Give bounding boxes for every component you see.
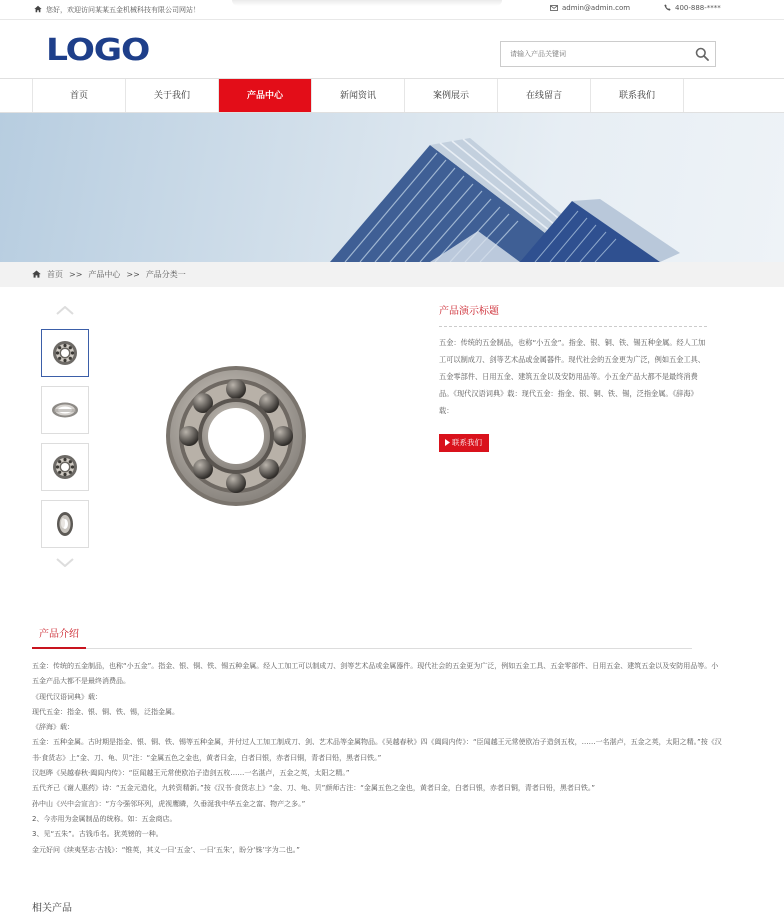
thumb-scroll-down[interactable] <box>41 552 89 572</box>
breadcrumb-sep: >> <box>69 270 83 279</box>
product-info <box>439 302 707 452</box>
thumbnail-3[interactable] <box>41 443 89 491</box>
email-contact[interactable] <box>550 4 630 12</box>
site-logo[interactable]: LOGO <box>46 33 150 68</box>
chevron-up-icon <box>56 306 74 315</box>
intro-paragraph: 汉赵晔《吴越春秋·阖闾内传》：“臣闻越王元常使欧冶子造剑五枚……一名湛卢，五金之英，太阳之精。” <box>32 769 350 778</box>
intro-paragraph: 五金：传统的五金制品，也称“小五金”。指金、银、铜、铁、锡五种金属。经人工加工可以制成刀、剑等艺术品或金属器件。现代社会的五金更为广泛，例如五金工具、五金零部件、日用五金、建筑五金以及安防用品等。小五金产品大都不是最终消费品。 <box>32 662 719 686</box>
product-title: 产品演示标题 <box>439 302 707 327</box>
nav-item-products[interactable]: 产品中心 <box>219 79 312 112</box>
intro-paragraph: 2、今亦用为金属制品的统称。如：五金商店。 <box>32 814 177 823</box>
top-shadow <box>232 0 502 6</box>
thumbnail-2[interactable] <box>41 386 89 434</box>
intro-paragraph: 五代齐己《谢人惠药》诗：“五金元造化，九转资精新。”按《汉书·食货志上》“金、刀、龟、贝”颜师古注：“金属五色之金也，黄者曰金，白者曰银，赤者曰铜，青者曰铅，黑者曰铁。” <box>32 784 595 793</box>
tab-product-intro[interactable]: 产品介绍 <box>32 623 86 649</box>
nav-item-news[interactable]: 新闻资讯 <box>312 79 405 112</box>
mail-icon <box>550 5 558 11</box>
breadcrumb-home[interactable]: 首页 <box>47 270 63 279</box>
bearing-thumb-image <box>52 454 78 480</box>
thumbnail-gallery <box>41 300 89 572</box>
breadcrumb-category[interactable]: 产品分类一 <box>145 270 186 279</box>
intro-paragraph: 《现代汉语词典》载： <box>32 692 102 701</box>
phone-text: 400-888-**** <box>675 4 721 12</box>
welcome-text-wrap <box>34 5 200 15</box>
breadcrumb <box>0 262 784 287</box>
email-text: admin@admin.com <box>562 4 631 12</box>
top-bar <box>0 0 784 20</box>
intro-content <box>32 659 722 858</box>
bearing-thumb-image <box>51 401 79 419</box>
intro-paragraph: 五金：五种金属。古时期是指金、银、铜、铁、锡等五种金属，并付过人工加工制成刀、剑、艺术品等金属物品。《吴越春秋》四《阖闾内传》：“臣闻越王元常使欧冶子造剑五枚，……一名湛卢，五金之英，太阳之精。”按《汉书·食货志》上“金、刀、龟、贝”注：“金属五色之金也，黄者曰金，白者曰银，赤者曰铜，青者曰铅，黑者曰铁。” <box>32 738 722 762</box>
site-header <box>0 20 784 78</box>
intro-paragraph: 金元好问《续夷坚志·古钱》：“锥英，其义一曰‘五金’、一曰‘五朱’，盼分‘铢’字为二也。” <box>32 845 300 854</box>
search-box <box>500 41 716 67</box>
breadcrumb-products[interactable]: 产品中心 <box>88 270 121 279</box>
nav-item-contact[interactable]: 联系我们 <box>591 79 684 112</box>
intro-paragraph: 《辞海》载： <box>32 723 74 732</box>
phone-icon <box>664 4 671 11</box>
product-main-image <box>160 360 312 512</box>
nav-item-cases[interactable]: 案例展示 <box>405 79 498 112</box>
intro-tab-bar <box>32 623 692 649</box>
bearing-thumb-image <box>54 511 76 537</box>
intro-paragraph: 3、见“五朱”。古钱币名。犹英镑的一种。 <box>32 830 163 839</box>
nav-item-about[interactable]: 关于我们 <box>126 79 219 112</box>
nav-item-message[interactable]: 在线留言 <box>498 79 591 112</box>
thumbnail-4[interactable] <box>41 500 89 548</box>
product-summary: 五金：传统的五金制品，也称“小五金”。指金、银、铜、铁、锡五种金属。经人工加工可以制成刀、剑等艺术品或金属器件。现代社会的五金更为广泛，例如五金工具、五金零部件、日用五金、建筑五金以及安防用品等。小五金产品大都不是最终消费品。《现代汉语词典》载：现代五金：指金、银、铜、铁、锡，泛指金属。《辞海》载： <box>439 338 706 415</box>
related-products-heading: 相关产品 <box>32 903 72 913</box>
home-icon <box>32 270 41 278</box>
phone-contact <box>664 4 721 12</box>
thumb-scroll-up[interactable] <box>41 300 89 320</box>
contact-us-button[interactable] <box>439 434 489 452</box>
thumbnail-1[interactable] <box>41 329 89 377</box>
main-nav <box>0 78 784 113</box>
nav-item-home[interactable]: 首页 <box>33 79 126 112</box>
banner-image <box>0 113 784 262</box>
home-icon <box>34 5 42 13</box>
contact-us-label: 联系我们 <box>452 438 482 447</box>
building-illustration <box>0 113 784 262</box>
intro-paragraph: 现代五金：指金、银、铜、铁、锡，泛指金属。 <box>32 707 179 716</box>
breadcrumb-sep: >> <box>126 270 140 279</box>
intro-paragraph: 孙中山《兴中会宣言》：“方今强邻环列，虎视鹰瞵，久垂涎我中华五金之富、物产之多。” <box>32 799 306 808</box>
welcome-text: 您好，欢迎访问某某五金机械科技有限公司网站！ <box>46 6 200 14</box>
search-input[interactable] <box>501 42 681 66</box>
chevron-down-icon <box>56 558 74 567</box>
bearing-thumb-image <box>52 340 78 366</box>
caret-right-icon <box>445 439 450 446</box>
search-icon[interactable] <box>695 47 709 61</box>
